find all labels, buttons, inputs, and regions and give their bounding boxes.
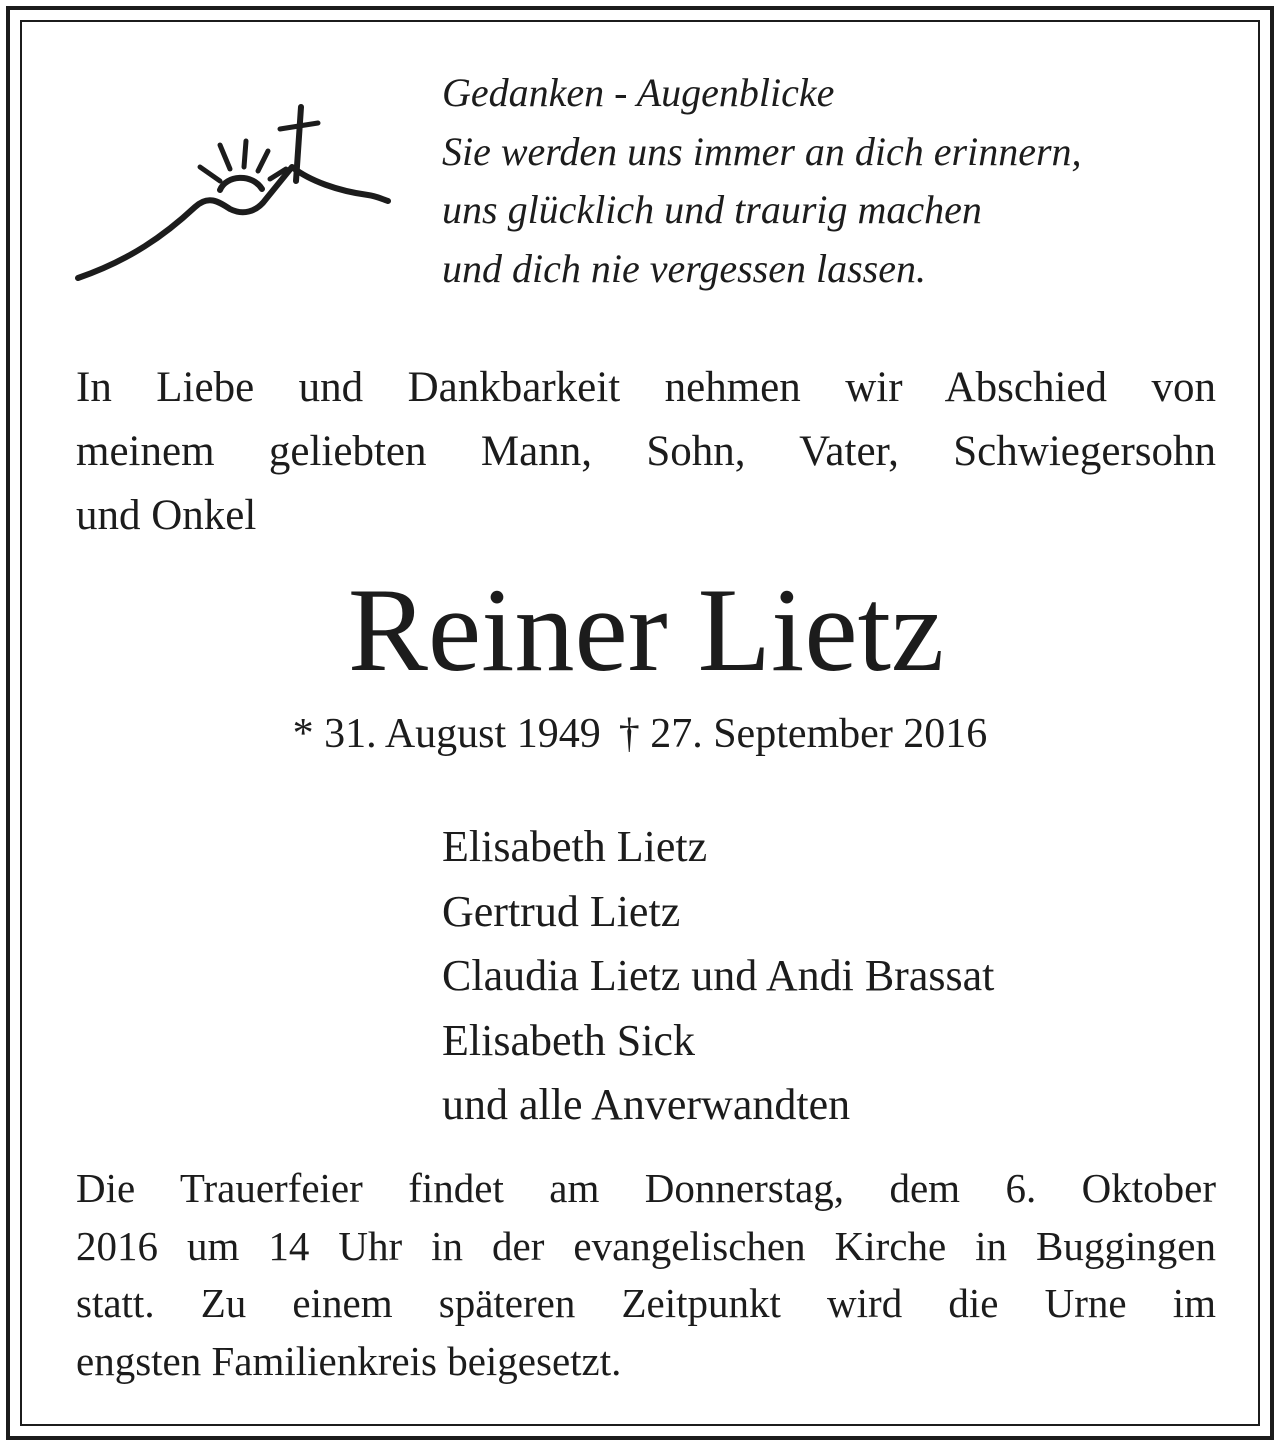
service-notice bbox=[76, 1160, 1216, 1390]
intro-line: und Onkel bbox=[76, 492, 257, 539]
survivors-list bbox=[442, 815, 994, 1138]
survivor-name: Claudia Lietz und Andi Brassat bbox=[442, 951, 995, 1000]
poem-line: und dich nie vergessen lassen. bbox=[442, 245, 926, 291]
birth-date: * 31. August 1949 bbox=[292, 711, 601, 757]
service-line: engsten Familienkreis beigesetzt. bbox=[76, 1337, 622, 1384]
survivor-name: und alle Anverwandten bbox=[442, 1080, 851, 1129]
life-dates bbox=[0, 706, 1280, 762]
mountain-cross-sun-icon bbox=[70, 95, 400, 295]
survivor-name: Gertrud Lietz bbox=[442, 886, 681, 936]
intro-line: meinem geliebten Mann, Sohn, Vater, Schwiegersohn bbox=[76, 428, 1216, 475]
survivor-name: Elisabeth Lietz bbox=[442, 822, 708, 871]
service-line: Die Trauerfeier findet am Donnerstag, dem 6. Oktober bbox=[76, 1165, 1216, 1211]
intro-line: In Liebe und Dankbarkeit nehmen wir Abschied von bbox=[76, 364, 1216, 411]
deceased-name: Reiner Lietz bbox=[347, 563, 945, 696]
poem-line: Gedanken - Augenblicke bbox=[442, 70, 835, 115]
death-date: † 27. September 2016 bbox=[618, 711, 988, 757]
poem-verse bbox=[442, 64, 1082, 298]
service-line: 2016 um 14 Uhr in der evangelischen Kirche in Buggingen bbox=[76, 1222, 1216, 1269]
service-line: statt. Zu einem späteren Zeitpunkt wird die Urne im bbox=[76, 1280, 1216, 1326]
poem-line: Sie werden uns immer an dich erinnern, bbox=[442, 128, 1082, 174]
intro-text bbox=[76, 356, 1216, 548]
survivor-name: Elisabeth Sick bbox=[442, 1015, 695, 1065]
poem-line: uns glücklich und traurig machen bbox=[442, 187, 982, 232]
